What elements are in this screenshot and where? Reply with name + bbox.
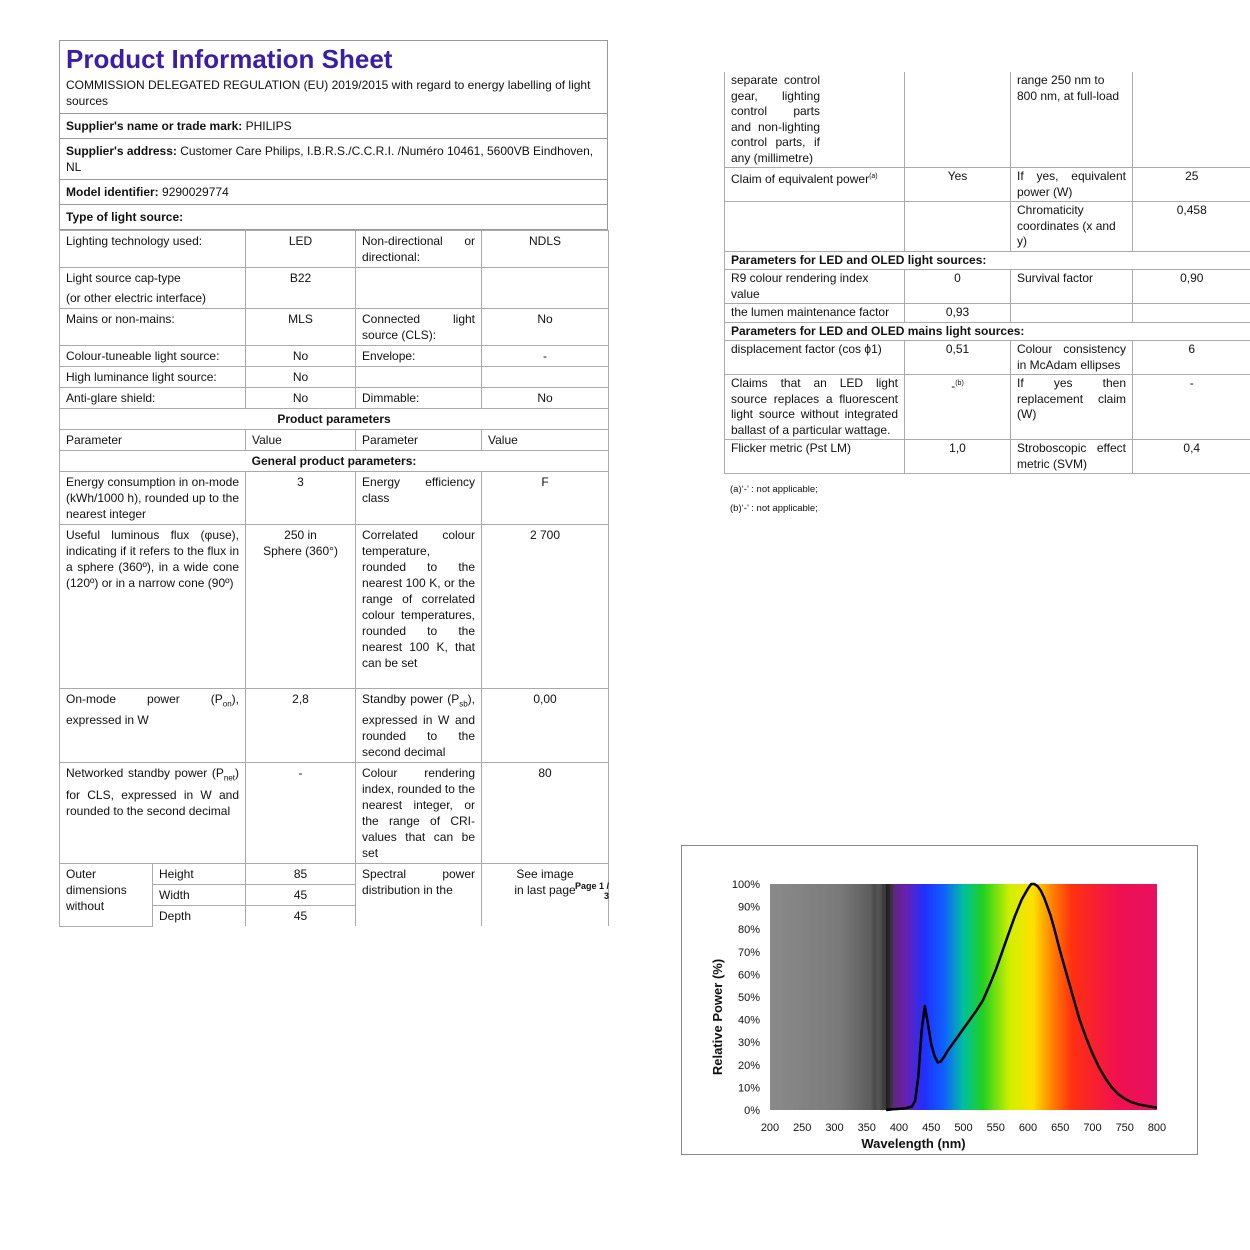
equiv-label xyxy=(725,168,905,202)
table-header-row xyxy=(60,430,609,451)
flux-label: Useful luminous flux (φuse), indicating if it refers to the flux in a sphere (360º), in a wide cone (120º) or in a narrow cone (90º) xyxy=(60,525,246,689)
x-tick-label: 600 xyxy=(1018,1122,1038,1134)
equiv-power-value: 25 xyxy=(1133,168,1250,202)
standby-label-sub: sb xyxy=(459,699,468,709)
cap-label-line-2: (or other electric interface) xyxy=(66,291,207,305)
col-value: Value xyxy=(246,430,356,451)
table-row xyxy=(60,689,609,763)
empty-cell xyxy=(482,268,609,309)
antiglare-label: Anti-glare shield: xyxy=(60,388,246,409)
x-axis-label: Wavelength (nm) xyxy=(861,1136,966,1151)
spd-label: Spectral power distribution in the xyxy=(356,864,482,927)
y-tick-label: 60% xyxy=(737,969,760,982)
directional-label: Non-directional or directional: xyxy=(356,231,482,268)
regulation-subtitle: COMMISSION DELEGATED REGULATION (EU) 2019/2015 with regard to energy labelling of light sources xyxy=(60,75,607,114)
table-row xyxy=(725,72,1250,168)
product-params-heading: Product parameters xyxy=(60,409,609,430)
product-table xyxy=(59,230,609,927)
col-parameter: Parameter xyxy=(60,430,246,451)
flicker-label: Flicker metric (Pst LM) xyxy=(725,440,905,474)
y-tick-label: 90% xyxy=(737,901,760,914)
claims-sup: (b) xyxy=(955,380,964,387)
model-row xyxy=(60,180,607,205)
y-tick-label: 0% xyxy=(744,1105,760,1117)
table-row xyxy=(60,346,609,367)
spd-value-line-2: in last page xyxy=(514,883,576,898)
y-tick-label: 40% xyxy=(737,1014,760,1027)
x-tick-label: 550 xyxy=(986,1122,1005,1134)
y-tick-label: 30% xyxy=(737,1037,760,1050)
footnote-a: (a)‘-’ : not applicable; xyxy=(730,484,818,495)
replacement-value: - xyxy=(1133,375,1250,440)
r9-label: R9 colour rendering index value xyxy=(725,270,905,304)
efficiency-value: F xyxy=(482,472,609,525)
strobo-label: Stroboscopic effect metric (SVM) xyxy=(1011,440,1133,474)
continuation-table xyxy=(724,72,1250,474)
table-row xyxy=(60,231,609,268)
survival-value: 0,90 xyxy=(1133,270,1250,304)
spectral-chart-svg xyxy=(682,846,1197,1154)
table-row xyxy=(60,409,609,430)
netstandby-label-b: ) for CLS, expressed in W and rounded to the second decimal xyxy=(66,766,240,818)
col-parameter: Parameter xyxy=(356,430,482,451)
y-tick-label: 80% xyxy=(737,924,760,937)
table-row xyxy=(60,525,609,689)
onpower-value: 2,8 xyxy=(246,689,356,763)
supplier-name-value: PHILIPS xyxy=(245,119,292,133)
table-row xyxy=(60,367,609,388)
table-row xyxy=(725,202,1250,252)
energy-value: 3 xyxy=(246,472,356,525)
cct-label: Correlated colour temperature, rounded to the nearest 100 K, or the range of correlated colour temperatures, rounded to the nearest 100 K, that can be set xyxy=(356,525,482,689)
range-label: range 250 nm to 800 nm, at full-load xyxy=(1011,72,1133,168)
continued-label: separate control gear, lighting control parts and non-lighting control parts, if any (millimetre) xyxy=(725,72,905,168)
x-tick-label: 200 xyxy=(760,1122,780,1134)
height-label: Height xyxy=(153,864,246,885)
table-row xyxy=(725,168,1250,202)
empty-cell xyxy=(725,202,905,252)
directional-value: NDLS xyxy=(482,231,609,268)
x-tick-label: 750 xyxy=(1115,1122,1134,1134)
netstandby-label-a: Networked standby power (P xyxy=(66,766,224,781)
table-row xyxy=(60,763,609,864)
table-row xyxy=(725,375,1250,440)
flux-value xyxy=(246,525,356,689)
efficiency-label: Energy efficiency class xyxy=(356,472,482,525)
x-tick-label: 650 xyxy=(1051,1122,1070,1134)
strobo-value: 0,4 xyxy=(1133,440,1250,474)
mains-heading: Parameters for LED and OLED mains light sources: xyxy=(725,322,1250,341)
consistency-value: 6 xyxy=(1133,341,1250,375)
chroma-value: 0,458 xyxy=(1133,202,1250,252)
table-row xyxy=(60,309,609,346)
dimmable-label: Dimmable: xyxy=(356,388,482,409)
envelope-value: - xyxy=(482,346,609,367)
x-tick-label: 700 xyxy=(1083,1122,1102,1134)
standby-value: 0,00 xyxy=(482,689,609,763)
y-tick-label: 50% xyxy=(737,992,760,1004)
width-label: Width xyxy=(153,885,246,906)
netstandby-value: - xyxy=(246,763,356,864)
onpower-label-sub: on xyxy=(222,699,232,709)
equiv-value: Yes xyxy=(905,168,1011,202)
equiv-sup: (a) xyxy=(869,173,878,180)
onpower-label-b: ), expressed in W xyxy=(66,692,240,728)
empty-cell xyxy=(356,268,482,309)
dimmable-value: No xyxy=(482,388,609,409)
table-row xyxy=(60,451,609,472)
claims-value-text: - xyxy=(951,379,956,393)
empty-cell xyxy=(1133,304,1250,323)
survival-label: Survival factor xyxy=(1011,270,1133,304)
table-row xyxy=(725,341,1250,375)
cri-value: 80 xyxy=(482,763,609,864)
equiv-label-text: Claim of equivalent power xyxy=(731,172,870,186)
supplier-name-label: Supplier's name or trade mark: xyxy=(66,119,243,133)
disp-value: 0,51 xyxy=(905,341,1011,375)
envelope-label: Envelope: xyxy=(356,346,482,367)
claims-value xyxy=(905,375,1011,440)
x-tick-label: 250 xyxy=(793,1122,812,1134)
chroma-label: Chromaticity coordinates (x and y) xyxy=(1011,202,1133,252)
tech-label: Lighting technology used: xyxy=(60,231,246,268)
empty-cell xyxy=(482,367,609,388)
supplier-address-value: Customer Care Philips, I.B.R.S./C.C.R.I. /Numéro 10461, 5600VB Eindhoven, NL xyxy=(66,144,594,174)
y-tick-label: 10% xyxy=(737,1082,760,1095)
empty-cell xyxy=(905,202,1011,252)
y-tick-label: 100% xyxy=(731,879,760,891)
plot-area xyxy=(770,884,1157,1110)
disp-label: displacement factor (cos ϕ1) xyxy=(725,341,905,375)
cct-value: 2 700 xyxy=(482,525,609,689)
supplier-address-row xyxy=(60,139,607,180)
general-heading: General product parameters: xyxy=(60,451,609,472)
y-tick-label: 20% xyxy=(737,1059,760,1072)
standby-label xyxy=(356,689,482,763)
standby-label-b: ), expressed in W and rounded to the second decimal xyxy=(362,692,476,760)
model-label: Model identifier: xyxy=(66,185,159,199)
empty-cell xyxy=(1011,304,1133,323)
table-row xyxy=(725,440,1250,474)
height-value: 85 xyxy=(246,864,356,885)
claims-label: Claims that an LED light source replaces a fluorescent light source without integrated ballast of a particular wattage. xyxy=(725,375,905,440)
y-axis-label: Relative Power (%) xyxy=(710,958,725,1076)
netstandby-label-sub: net xyxy=(223,773,236,783)
lumen-value: 0,93 xyxy=(905,304,1011,323)
lumen-label: the lumen maintenance factor xyxy=(725,304,905,323)
onpower-label xyxy=(60,689,246,763)
x-tick-label: 300 xyxy=(825,1122,844,1134)
x-tick-label: 800 xyxy=(1147,1122,1167,1134)
x-tick-label: 500 xyxy=(954,1122,973,1134)
r9-value: 0 xyxy=(905,270,1011,304)
netstandby-label xyxy=(60,763,246,864)
table-row xyxy=(60,268,609,309)
depth-value: 45 xyxy=(246,906,356,927)
mains-label: Mains or non-mains: xyxy=(60,309,246,346)
cap-value: B22 xyxy=(246,268,356,309)
led-heading: Parameters for LED and OLED light sources: xyxy=(725,251,1250,270)
footnote-b: (b)‘-’ : not applicable; xyxy=(730,503,818,514)
empty-cell xyxy=(905,72,1011,168)
width-value: 45 xyxy=(246,885,356,906)
tech-value: LED xyxy=(246,231,356,268)
cls-value: No xyxy=(482,309,609,346)
spectrum-background xyxy=(770,884,1157,1110)
tuneable-label: Colour-tuneable light source: xyxy=(60,346,246,367)
cap-label xyxy=(60,268,246,309)
model-value: 9290029774 xyxy=(162,185,229,199)
x-tick-label: 450 xyxy=(922,1122,941,1134)
header-block xyxy=(59,40,608,230)
table-row xyxy=(725,304,1250,323)
page-number: Page 1 / 3 xyxy=(574,881,609,901)
flicker-value: 1,0 xyxy=(905,440,1011,474)
consistency-label: Colour consistency in McAdam ellipses xyxy=(1011,341,1133,375)
depth-label: Depth xyxy=(153,906,246,927)
type-label: Type of light source: xyxy=(66,210,184,224)
table-row xyxy=(60,388,609,409)
replacement-label: If yes then replacement claim (W) xyxy=(1011,375,1133,440)
flux-value-line-2: Sphere (360°) xyxy=(263,544,338,558)
table-row xyxy=(725,251,1250,270)
cri-label: Colour rendering index, rounded to the nearest integer, or the range of CRI-values that can be set xyxy=(356,763,482,864)
x-tick-label: 400 xyxy=(889,1122,909,1134)
supplier-name-row xyxy=(60,114,607,139)
y-tick-label: 70% xyxy=(737,946,760,959)
empty-cell xyxy=(356,367,482,388)
type-row xyxy=(60,205,607,230)
supplier-address-label: Supplier's address: xyxy=(66,144,177,158)
outer-dimensions-label: Outer dimensions without xyxy=(60,864,153,927)
cls-label: Connected light source (CLS): xyxy=(356,309,482,346)
equiv-power-label: If yes, equivalent power (W) xyxy=(1011,168,1133,202)
page-1 xyxy=(59,40,608,927)
highlum-label: High luminance light source: xyxy=(60,367,246,388)
antiglare-value: No xyxy=(246,388,356,409)
page-2 xyxy=(724,72,1250,518)
cap-label-line-1: Light source cap-type xyxy=(66,271,181,285)
table-row xyxy=(60,472,609,525)
highlum-value: No xyxy=(246,367,356,388)
spectral-chart xyxy=(681,845,1198,1155)
spd-value-line-1: See image xyxy=(516,867,574,882)
mains-value: MLS xyxy=(246,309,356,346)
x-tick-label: 350 xyxy=(857,1122,876,1134)
flux-value-line-1: 250 in xyxy=(284,528,317,542)
standby-label-a: Standby power (P xyxy=(362,692,460,706)
table-row xyxy=(60,864,609,885)
col-value: Value xyxy=(482,430,609,451)
table-row xyxy=(725,270,1250,304)
energy-label: Energy consumption in on-mode (kWh/1000 h), rounded up to the nearest integer xyxy=(60,472,246,525)
tuneable-value: No xyxy=(246,346,356,367)
empty-cell xyxy=(1133,72,1250,168)
footnotes xyxy=(724,480,1250,518)
page-title: Product Information Sheet xyxy=(66,44,393,74)
table-row xyxy=(725,322,1250,341)
onpower-label-a: On-mode power (P xyxy=(66,692,223,706)
